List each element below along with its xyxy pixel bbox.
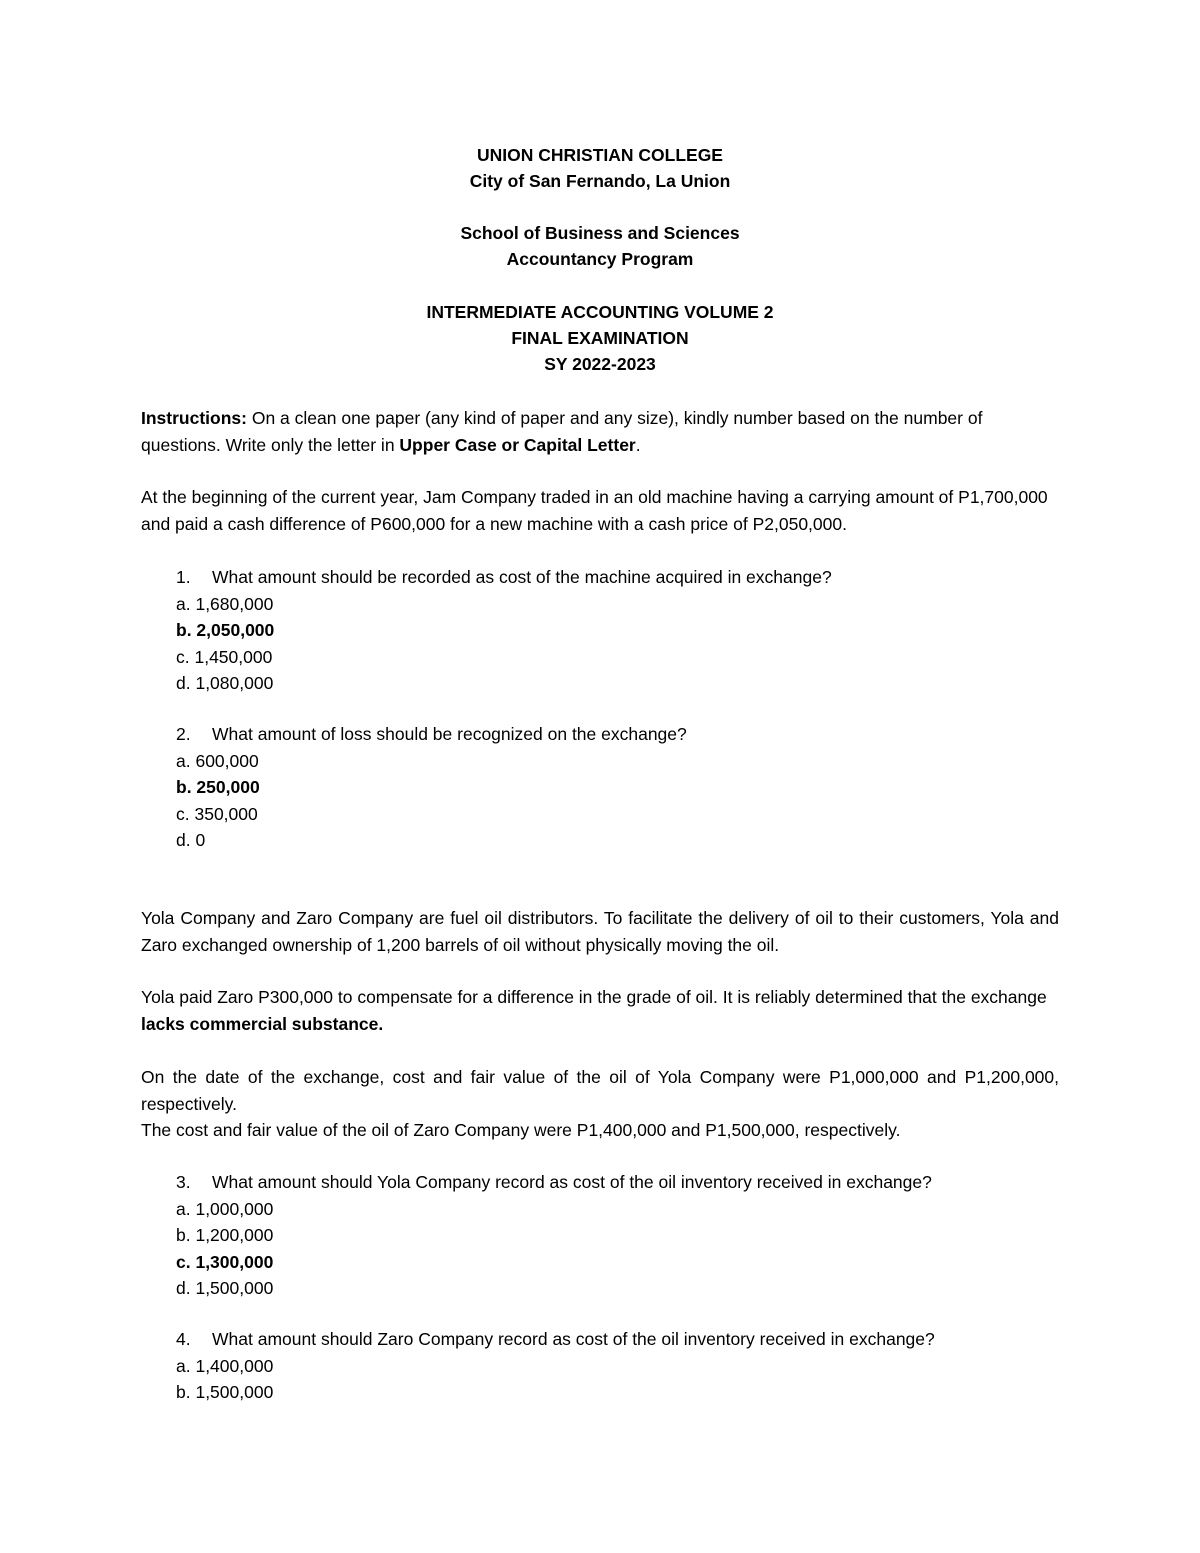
program-name: Accountancy Program (506, 249, 694, 269)
question-number: 3. (176, 1172, 191, 1192)
option-a: a. 1,680,000 (176, 593, 274, 614)
exam-title: FINAL EXAMINATION (511, 328, 689, 348)
option-c: c. 1,450,000 (176, 646, 273, 667)
option-a: a. 1,400,000 (176, 1355, 274, 1376)
option-b-correct: b. 250,000 (176, 777, 260, 797)
question-2-stem (176, 721, 1076, 748)
option-c: c. 350,000 (176, 803, 258, 824)
option-b: b. 1,200,000 (176, 1225, 274, 1245)
question-number: 1. (176, 567, 191, 587)
option-c-correct: c. 1,300,000 (176, 1251, 274, 1272)
instructions-text: On a clean one paper (any kind of paper and any size), kindly number based on the number of questions. Write only the letter in (141, 408, 983, 455)
header-department (0, 220, 1200, 272)
school-name: School of Business and Sciences (460, 223, 740, 243)
question-3-stem (176, 1169, 1076, 1196)
question-1-stem (176, 564, 1076, 591)
option-a: a. 1,000,000 (176, 1198, 274, 1219)
question-number: 2. (176, 724, 191, 744)
header-institution (0, 142, 1200, 194)
course-title: INTERMEDIATE ACCOUNTING VOLUME 2 (426, 302, 774, 322)
question-1 (176, 564, 1076, 697)
option-b-correct: b. 2,050,000 (176, 620, 275, 640)
problem-1-text: At the beginning of the current year, Jam Company traded in an old machine having a carrying amount of P1,700,000 and paid a cash difference of P600,000 for a new machine with a cash price of P2,050,000. (141, 487, 1048, 534)
college-name: UNION CHRISTIAN COLLEGE (477, 145, 723, 165)
question-number: 4. (176, 1329, 191, 1349)
question-text: What amount should be recorded as cost of the machine acquired in exchange? (212, 567, 832, 587)
instructions-end: . (635, 434, 641, 455)
question-text: What amount should Zaro Company record as cost of the oil inventory received in exchange? (212, 1329, 935, 1349)
option-a: a. 600,000 (176, 750, 259, 771)
instructions (141, 405, 1059, 458)
option-d: d. 1,500,000 (176, 1278, 274, 1298)
question-4-stem (176, 1326, 1076, 1353)
problem-2-para-4: The cost and fair value of the oil of Zaro Company were P1,400,000 and P1,500,000, respectively. (141, 1120, 901, 1140)
problem-2-para-3: On the date of the exchange, cost and fair value of the oil of Yola Company were P1,000,000 and P1,200,000, respectively. (141, 1067, 1059, 1114)
question-text: What amount of loss should be recognized on the exchange? (212, 724, 687, 744)
question-text: What amount should Yola Company record as cost of the oil inventory received in exchange? (212, 1172, 932, 1192)
problem-2-para-2 (141, 984, 1059, 1037)
para-2-emphasis: lacks commercial substance. (141, 1013, 384, 1034)
school-year: SY 2022-2023 (544, 354, 656, 374)
instructions-label: Instructions: (141, 408, 247, 428)
question-3 (176, 1169, 1076, 1302)
option-d: d. 0 (176, 830, 206, 850)
header-exam (0, 299, 1200, 377)
option-b: b. 1,500,000 (176, 1382, 274, 1402)
college-location: City of San Fernando, La Union (469, 171, 731, 191)
option-d: d. 1,080,000 (176, 673, 274, 693)
instructions-emphasis: Upper Case or Capital Letter (399, 434, 636, 455)
question-2 (176, 721, 1076, 854)
problem-2-para-1: Yola Company and Zaro Company are fuel oil distributors. To facilitate the delivery of oil to their customers, Yola and Zaro exchanged ownership of 1,200 barrels of oil without physically moving the oil. (141, 908, 1059, 955)
para-2-text: Yola paid Zaro P300,000 to compensate for a difference in the grade of oil. It is reliably determined that the exchange (141, 987, 1047, 1007)
question-4 (176, 1326, 1076, 1406)
